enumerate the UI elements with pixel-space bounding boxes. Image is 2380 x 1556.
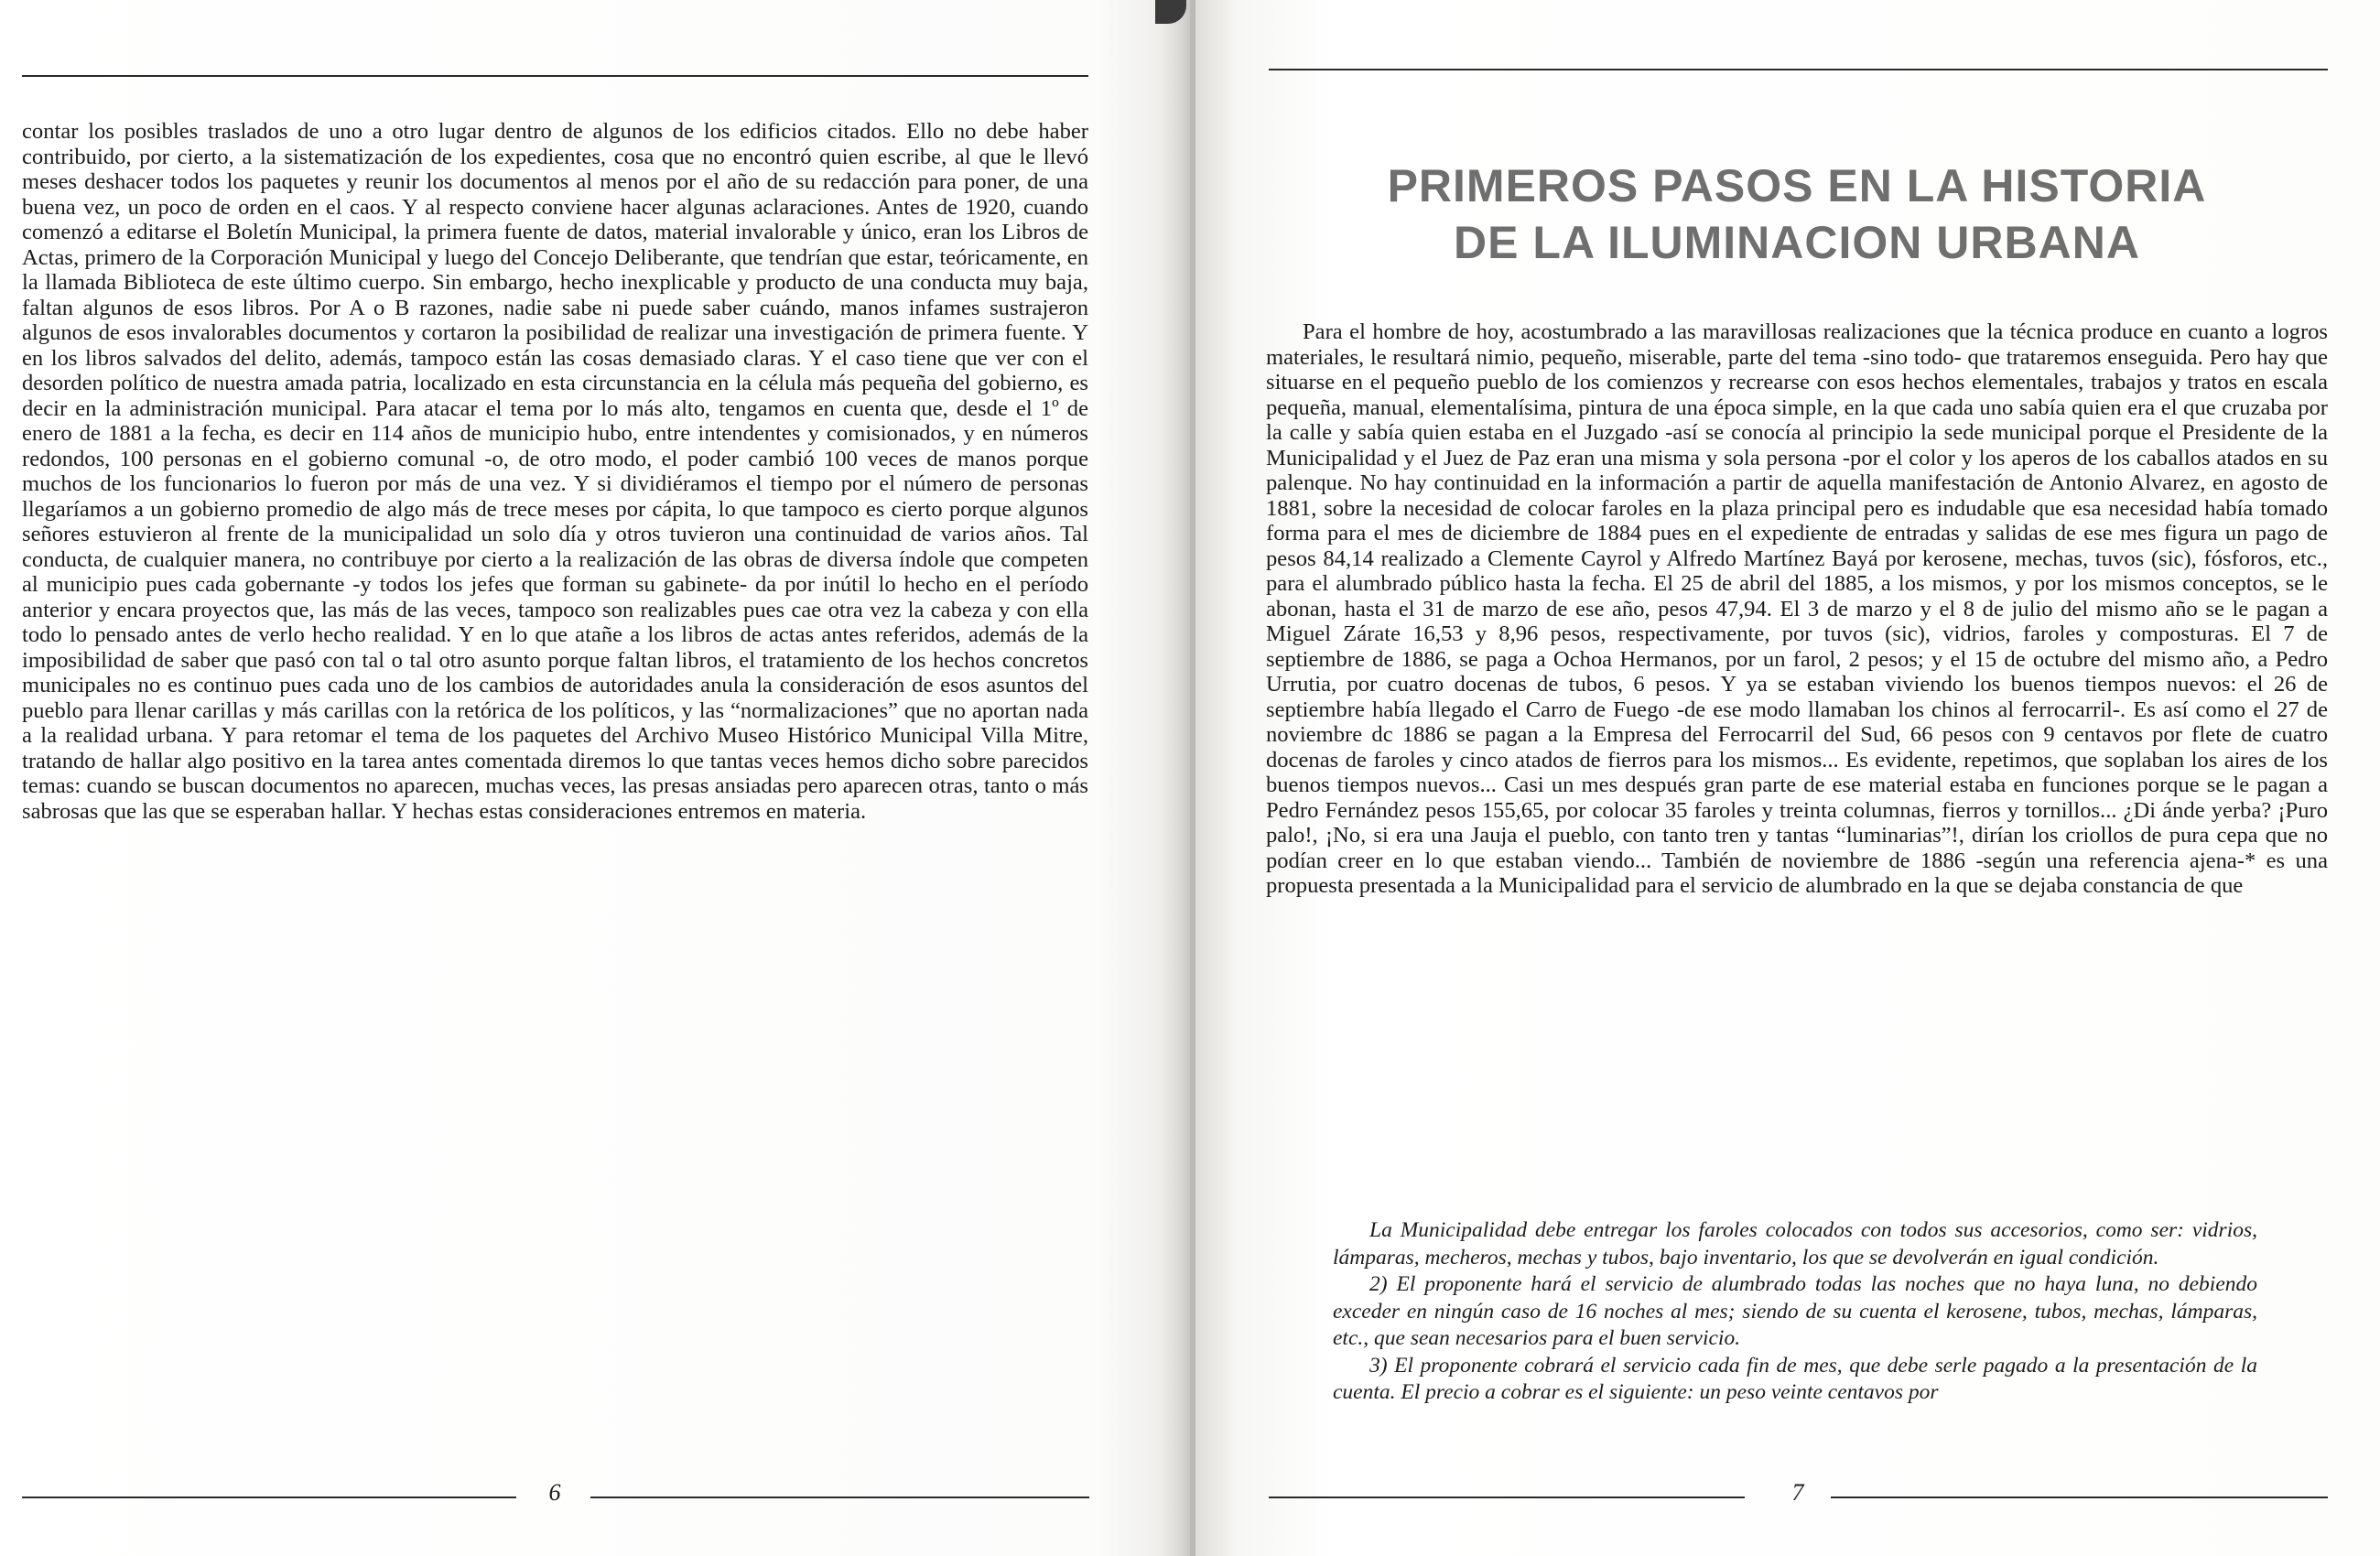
left-page-body-text: contar los posibles traslados de uno a otro lugar dentro de algunos de los edificios citados. Ello no debe haber contribuido, por cierto, a la sistematización de los expedientes, cosa que no encontró quien escribe, al que le llevó meses deshacer todos los paquetes y reunir los documentos al menos por el año de su redacción para poner, de una buena vez, un poco de orden en el caos. Y al respecto conviene hacer algunas aclaraciones. Antes de 1920, cuando comenzó a editarse el Boletín Municipal, la primera fuente de datos, material invalorable y único, eran los Libros de Actas, primero de la Corporación Municipal y luego del Concejo Deliberante, que tendrían que estar, teóricamente, en la llamada Biblioteca de este último cuerpo. Sin embargo, hecho inexplicable y producto de una conducta muy baja, faltan algunos de esos libros. Por A o B razones, nadie sabe ni puede saber cuándo, manos infames sustrajeron algunos de esos invalorables documentos y cortaron la posibilidad de realizar una investigación de primera fuente. Y en los libros salvados del delito, además, tampoco están las cosas demasiado claras. Y el caso tiene que ver con el desorden político de nuestra amada patria, localizado en esta circunstancia en la célula más pequeña del gobierno, es decir en la administración municipal. Para atacar el tema por lo más alto, tengamos en cuenta que, desde el 1º de enero de 1881 a la fecha, es decir en 114 años de municipio hubo, entre intendentes y comisionados, y en números redondos, 100 personas en el gobierno comunal -o, de otro modo, el poder cambió 100 veces de manos porque muchos de los funcionarios lo fueron por más de una vez. Y si dividiéramos el tiempo por el número de personas llegaríamos a un gobierno promedio de algo más de trece meses por cápita, lo que tampoco es cierto porque algunos señores estuvieron al frente de la municipalidad un solo día y otros tuvieron una continuidad de varios años. Tal conducta, de cualquier manera, no contribuye por cierto a la realización de las obras de diversa índole que competen al municipio pues cada gobernante -y todos los jefes que forman su gabinete- da por inútil lo hecho en el período anterior y encara proyectos que, las más de las veces, tampoco son realizables pues cae otra vez la cabeza y con ella todo lo pensado antes de verlo hecho realidad. Y en lo que atañe a los libros de actas antes referidos, además de la imposibilidad de saber que pasó con tal o tal otro asunto porque faltan libros, el tratamiento de los hechos concretos municipales no es continuo pues cada uno de los cambios de autoridades anula la consideración de esos asuntos del pueblo para llenar carillas y más carillas con la retórica de los políticos, y las “normalizaciones” que no aportan nada a la realidad urbana. Y para retomar el tema de los paquetes del Archivo Museo Histórico Municipal Villa Mitre, tratando de hallar algo positivo en la tarea antes comentada diremos lo que tantas veces hemos dicho sobre parecidos temas: cuando se buscan documentos no aparecen, muchas veces, las presas ansiadas pero aparecen otras, tanto o más sabrosas que las que se esperaban hallar. Y hechas estas consideraciones entremos en materia.	[22, 119, 1088, 824]
page-number-left: 6	[548, 1479, 561, 1506]
footer-rule-right-a	[1269, 1497, 1745, 1498]
footer-rule-left-a	[22, 1497, 516, 1498]
quote-paragraph-2: 2) El proponente hará el servicio de alumbrado todas las noches que no haya luna, no debiendo exceder en ningún caso de 16 noches al mes; siendo de su cuenta el kerosene, tubos, mechas, lámparas, etc., que sean necesarios para el buen servicio.	[1333, 1272, 2257, 1350]
chapter-title	[1266, 157, 2328, 271]
block-quote	[1333, 1217, 2257, 1407]
book-gutter-shadow	[1159, 0, 1195, 1556]
chapter-title-line-2: DE LA ILUMINACION URBANA	[1454, 217, 2140, 268]
quote-paragraph-1: La Municipalidad debe entregar los faroles colocados con todos sus accesorios, como ser: vidrios, lámparas, mecheros, mechas y tubos, bajo inventario, los que se devolverán en igual condición.	[1333, 1218, 2257, 1270]
footer-rule-left-b	[590, 1497, 1089, 1498]
right-page-body-text: Para el hombre de hoy, acostumbrado a las maravillosas realizaciones que la técnica produce en cuanto a logros materiales, le resultará nimio, pequeño, miserable, parte del tema -sino todo- que trataremos enseguida. Pero hay que situarse en el pequeño pueblo de los comienzos y recrearse con esos hechos elementales, trabajos y tratos en escala pequeña, manual, elementalísima, pintura de una época simple, en la que cada uno sabía quien era el que cruzaba por la calle y sabía quien estaba en el Juzgado -así se conocía al principio la sede municipal porque el Presidente de la Municipalidad y el Juez de Paz eran una misma y sola persona -por el color y los aperos de los caballos atados en su palenque. No hay continuidad en la información a partir de aquella manifestación de Antonio Alvarez, en agosto de 1881, sobre la necesidad de colocar faroles en la plaza principal pero es indudable que esa necesidad había tomado forma para el mes de diciembre de 1884 pues en el expediente de entradas y salidas de ese mes figura un pago de pesos 84,14 realizado a Clemente Cayrol y Alfredo Martínez Bayá por kerosene, mechas, tuvos (sic), fósforos, etc., para el alumbrado público hasta la fecha. El 25 de abril del 1885, a los mismos, y por los mismos conceptos, se le abonan, hasta el 31 de marzo de ese año, pesos 47,94. El 3 de marzo y el 8 de julio del mismo año se le pagan a Miguel Zárate 16,53 y 8,96 pesos, respectivamente, por tuvos (sic), vidrios, faroles y composturas. El 7 de septiembre de 1886, se paga a Ochoa Hermanos, por un farol, 2 pesos; y el 15 de octubre del mismo año, a Pedro Urrutia, por cuatro docenas de tubos, 6 pesos. Y ya se estaban viviendo los buenos tiempos nuevos: el 26 de septiembre había llegado el Carro de Fuego -de ese modo llamaban los chinos al ferrocarril-. Es así como el 27 de noviembre dc 1886 se pagan a la Empresa del Ferrocarril del Sud, 66 pesos con 9 centavos por flete de cuatro docenas de faroles y cinco atados de fierros para los mismos... Es evidente, repetimos, que soplaban los aires de los buenos tiempos nuevos... Casi un mes después gran parte de ese material estaba en funciones porque se le pagan a Pedro Fernández pesos 155,65, por colocar 35 faroles y treinta columnas, fierros y tornillos... ¿Di ánde yerba? ¡Puro palo!, ¡No, si era una Jauja el pueblo, con tanto tren y tantas “luminarias”!, dirían los criollos de pura cepa que no podían creer en lo que estaban viendo... También de noviembre de 1886 -según una referencia ajena-* es una propuesta presentada a la Municipalidad para el servicio de alumbrado en la que se dejaba constancia de que	[1266, 319, 2328, 898]
page-number-right: 7	[1791, 1479, 1804, 1506]
top-rule-left	[22, 75, 1088, 77]
chapter-title-line-1: PRIMEROS PASOS EN LA HISTORIA	[1387, 160, 2207, 211]
quote-paragraph-3: 3) El proponente cobrará el servicio cada fin de mes, que debe serle pagado a la presentación de la cuenta. El precio a cobrar es el siguiente: un peso veinte centavos por	[1333, 1353, 2257, 1404]
top-rule-right	[1269, 69, 2328, 70]
footer-rule-right-b	[1831, 1497, 2328, 1498]
